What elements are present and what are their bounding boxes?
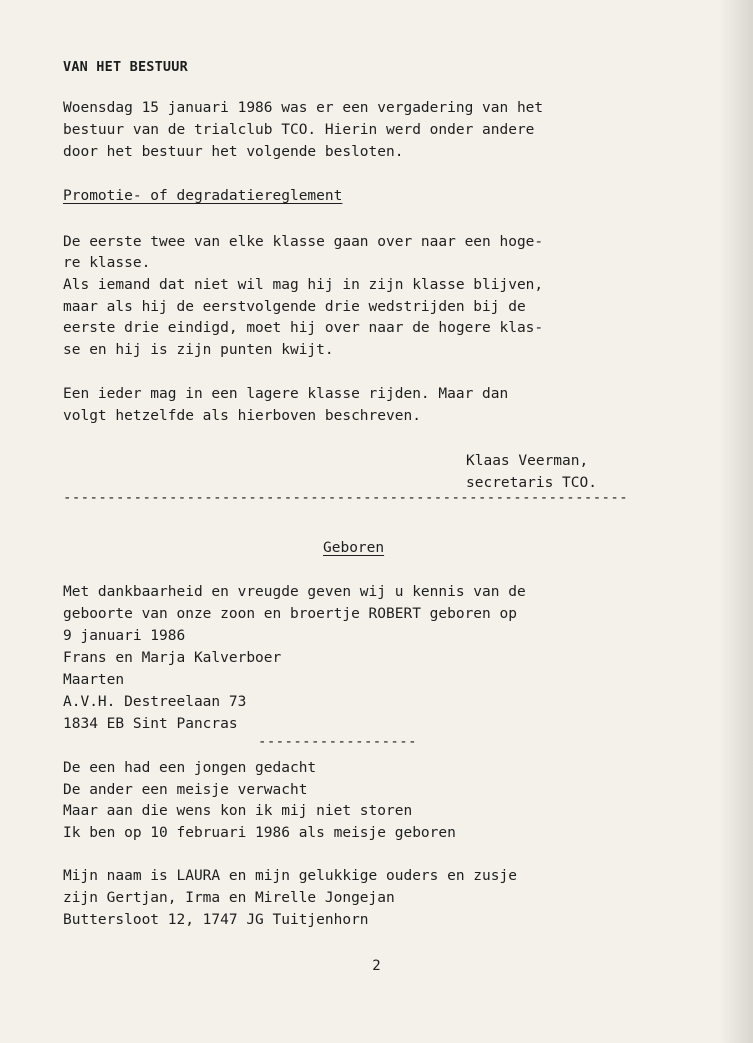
rule-line: re klasse. bbox=[63, 255, 151, 271]
section-separator: ---------------------------------------------------------------- bbox=[63, 490, 629, 506]
section-heading-geboren: Geboren bbox=[323, 540, 385, 556]
rule-line: se en hij is zijn punten kwijt. bbox=[63, 342, 334, 358]
poem-line: Ik ben op 10 februari 1986 als meisje geboren bbox=[63, 825, 456, 841]
lower-class-line: volgt hetzelfde als hierboven beschreven. bbox=[63, 408, 421, 424]
lower-class-line: Een ieder mag in een lagere klasse rijden. Maar dan bbox=[63, 386, 509, 402]
closing-line: Buttersloot 12, 1747 JG Tuitjenhorn bbox=[63, 912, 369, 928]
signature-name: Klaas Veerman, bbox=[466, 453, 589, 469]
announcement-line: 1834 EB Sint Pancras bbox=[63, 716, 238, 732]
announcement-line: Met dankbaarheid en vreugde geven wij u kennis van de bbox=[63, 584, 526, 600]
closing-line: zijn Gertjan, Irma en Mirelle Jongejan bbox=[63, 890, 395, 906]
intro-line: door het bestuur het volgende besloten. bbox=[63, 144, 404, 160]
section-heading-bestuur: VAN HET BESTUUR bbox=[63, 59, 188, 75]
rule-line: Als iemand dat niet wil mag hij in zijn klasse blijven, bbox=[63, 277, 544, 293]
announcement-line: 9 januari 1986 bbox=[63, 628, 186, 644]
intro-line: Woensdag 15 januari 1986 was er een vergadering van het bbox=[63, 100, 544, 116]
poem-line: De ander een meisje verwacht bbox=[63, 782, 308, 798]
subheading-reglement: Promotie- of degradatiereglement bbox=[63, 188, 343, 204]
closing-line: Mijn naam is LAURA en mijn gelukkige ouders en zusje bbox=[63, 868, 517, 884]
announcement-line: Frans en Marja Kalverboer bbox=[63, 650, 282, 666]
rule-line: De eerste twee van elke klasse gaan over naar een hoge- bbox=[63, 234, 544, 250]
poem-line: Maar aan die wens kon ik mij niet storen bbox=[63, 803, 413, 819]
rule-line: maar als hij de eerstvolgende drie wedstrijden bij de bbox=[63, 299, 526, 315]
announcement-line: Maarten bbox=[63, 672, 125, 688]
rule-line: eerste drie eindigd, moet hij over naar de hogere klas- bbox=[63, 320, 544, 336]
page-edge-shadow bbox=[719, 0, 753, 1043]
signature-role: secretaris TCO. bbox=[466, 475, 597, 491]
page-number: 2 bbox=[372, 958, 381, 974]
poem-line: De een had een jongen gedacht bbox=[63, 760, 317, 776]
intro-line: bestuur van de trialclub TCO. Hierin werd onder andere bbox=[63, 122, 535, 138]
announcement-line: A.V.H. Destreelaan 73 bbox=[63, 694, 247, 710]
short-separator: ------------------ bbox=[258, 734, 417, 750]
announcement-line: geboorte van onze zoon en broertje ROBERT geboren op bbox=[63, 606, 517, 622]
